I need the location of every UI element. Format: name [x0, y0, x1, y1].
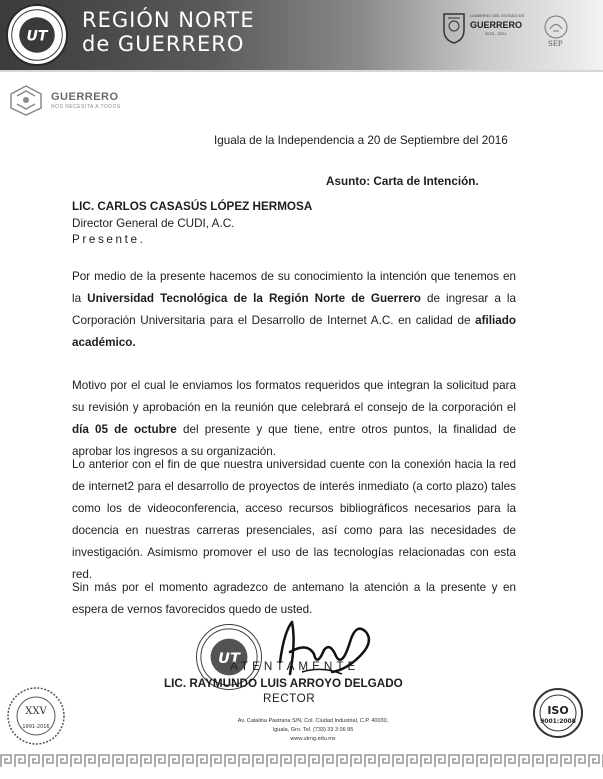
svg-text:XXV: XXV	[25, 706, 47, 717]
letter-subject: Asunto: Carta de Intención.	[326, 175, 479, 188]
letter-date: Iguala de la Independencia a 20 de Septiembre del 2016	[214, 134, 508, 147]
iso-certification-icon	[531, 686, 585, 740]
guerrero-logo-tagline: NOS NECESITA A TODOS	[51, 104, 121, 110]
state-government-name: GUERRERO	[470, 20, 523, 30]
header-divider	[0, 70, 603, 72]
guerrero-logo-icon	[8, 84, 44, 116]
recipient-greeting: Presente.	[72, 233, 146, 246]
svg-text:UT: UT	[26, 28, 48, 45]
guerrero-state-crest-icon	[440, 10, 468, 44]
state-government-years: 2015 - 2021	[485, 31, 507, 36]
paragraph-intention-text-a: Por medio de la presente hacemos de su conocimiento la intención que tenemos en la	[72, 270, 516, 305]
svg-text:ISO: ISO	[547, 704, 569, 717]
paragraph-motive-text-c: del presente y que tiene, entre otros puntos, la finalidad de aprobar los ingresos a su organización.	[72, 423, 516, 458]
anniversary-seal-icon	[4, 684, 68, 750]
footer-decorative-border	[0, 749, 603, 771]
region-title-line1: REGIÓN NORTE	[82, 8, 255, 32]
meeting-date-emphasis: día 05 de octubre	[72, 423, 177, 436]
svg-text:UT: UT	[218, 650, 240, 667]
svg-text:9001:2008: 9001:2008	[540, 718, 576, 725]
university-name-emphasis: Universidad Tecnológica de la Región Norte de Guerrero	[87, 292, 421, 305]
sep-eagle-icon	[543, 14, 569, 40]
recipient-role: Director General de CUDI, A.C.	[72, 217, 235, 230]
institution-title	[82, 8, 255, 56]
footer-phone: Iguala, Gro. Tel. (733) 33 3 06 95	[272, 727, 354, 733]
closing-salutation: ATENTAMENTE	[230, 660, 360, 673]
signer-role: RECTOR	[263, 692, 316, 705]
footer-address: Av. Catalina Pastrana S/N, Col. Ciudad Industrial, C.P. 40030,	[237, 718, 389, 724]
paragraph-intention-text-c: de ingresar a la Corporación Universitaria para el Desarrollo de Internet A.C. en calidad de	[72, 292, 516, 327]
guerrero-logo-name: GUERRERO	[51, 91, 119, 103]
paragraph-motive-text-a: Motivo por el cual le enviamos los formatos requeridos que integran la solicitud para su revisión y aprobación en la reunión que celebrará el consejo de la corporación el	[72, 379, 516, 414]
university-seal-icon	[6, 4, 68, 66]
footer-website: www.utrng.edu.mx	[290, 736, 336, 742]
signer-name: LIC. RAYMUNDO LUIS ARROYO DELGADO	[164, 677, 403, 690]
paragraph-motive	[72, 375, 516, 463]
state-government-caption: GOBIERNO DEL ESTADO DE	[470, 13, 525, 18]
paragraph-intention	[72, 266, 516, 354]
paragraph-closing: Sin más por el momento agradezco de antemano la atención a la presente y en espera de vernos favorecidos quedo de usted.	[72, 581, 516, 616]
paragraph-purpose: Lo anterior con el fin de que nuestra universidad cuente con la conexión hacia la red de internet2 para el desarrollo de proyectos de interés inmediato (a corto plazo) tales como los de videoconferencia, acceso recursos bibliográficos necesarios para la docencia en nuestras carreras presenciales, así como para las necesidades de investigación. Asimismo promover el uso de las tecnologías relacionadas con esta red.	[72, 458, 516, 581]
recipient-name: LIC. CARLOS CASASÚS LÓPEZ HERMOSA	[72, 200, 313, 213]
svg-text:1991-2016: 1991-2016	[22, 724, 50, 730]
region-title-line2: de GUERRERO	[82, 32, 245, 56]
sep-label: SEP	[548, 40, 563, 48]
membership-type-emphasis: afiliado académico.	[72, 314, 516, 349]
